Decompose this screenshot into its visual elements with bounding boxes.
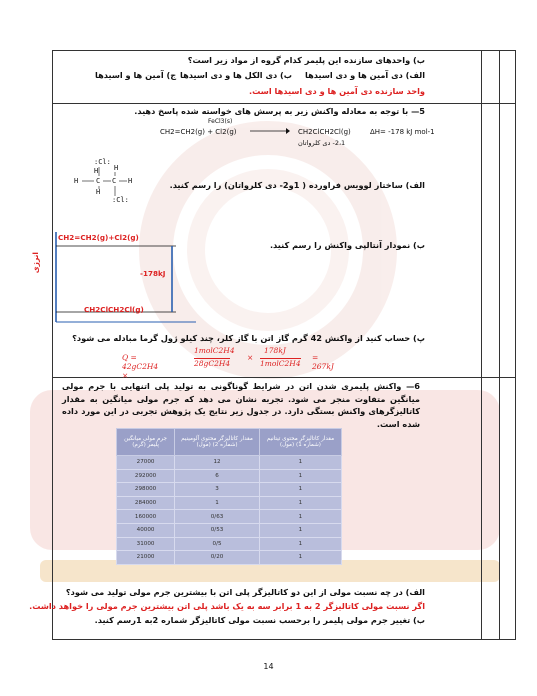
calc-f1-den: 28gC2H4 [194,359,231,368]
q5-part-c: پ) حساب کنید از واکنش 42 گرم گاز اتن با گاز کلر، چند کیلو ژول گرما مبادله می شود؟ [72,333,425,343]
table-header: مقدار کاتالیزگر محتوی تیتانیم (شماره 1) (مول) [259,429,341,456]
diagram-delta-label: -178kJ [140,269,166,278]
reaction-product: CH2ClCH2Cl(g) [298,128,351,136]
reaction-reactants: CH2=CH2(g) + Cl2(g) [160,128,237,136]
lewis-cl-top: :Cl: [94,158,111,166]
q4-option-c: ج) آمین ها و اسیدها [95,70,177,80]
diagram-bottom-label: CH2ClCH2Cl(g) [84,305,144,314]
table-header-row [117,429,342,456]
diagram-axis-label: انرژی [31,252,40,274]
table-cell: 0/53 [175,523,260,537]
lewis-c: C [96,177,101,185]
diagram-top-label: CH2=CH2(g)+Cl2(g) [58,233,139,242]
q5-part-a: الف) ساختار لوویس فراورده ( 1و2- دی کلرواتان) را رسم کنید. [169,180,425,190]
q4-option-b: ب) دی الکل ها و دی اسیدها [180,70,292,80]
table-row [117,496,342,510]
table-cell: 1 [259,456,341,470]
table-cell: 40000 [117,523,175,537]
q6-answer-a: اگر نسبت مولی کاتالیزگر 2 به 1 برابر سه به یک باشد پلی اتن بیشترین جرم مولی را خواهد داشت. [29,601,425,611]
table-cell: 1 [259,537,341,551]
lewis-h: H [96,188,101,196]
table-cell: 1 [175,496,260,510]
table-header: مقدار کاتالیزگر محتوی آلومینیم (شماره 2) (مول) [175,429,260,456]
table-cell: 1 [259,496,341,510]
calc-f1-num: 1molC2H4 [194,346,235,355]
q6-text: 6— واکنش پلیمری شدن اتن در شرایط گوناگونی به تولید پلی اتنهایی با جرم مولی میانگین متفاوت منجر می شود. تجربه نشان می دهد که جرم مولی میانگین به مقدار کاتالیزگرهای واکنش بستگی دارد. در جدول زیر نتایج یک پژوهش تجربی در این مورد داده شده است. [62,381,420,429]
table-row [117,469,342,483]
table-row [117,483,342,497]
q6-number: 6 [414,381,420,391]
table-cell: 284000 [117,496,175,510]
table-divider [481,51,482,639]
table-row [117,456,342,470]
table-cell: 292000 [117,469,175,483]
table-cell: 160000 [117,510,175,524]
calc-lhs: Q = 42gC2H4 × [122,353,159,380]
lewis-h: H [74,177,79,185]
lewis-h: H [94,167,99,175]
q6-part-a: الف) در چه نسبت مولی از این دو کاتالیزگر پلی اتن با بیشترین جرم مولی تولید می شود؟ [65,587,425,597]
table-divider [499,51,500,639]
table-cell: 1 [259,469,341,483]
catalyst-table [116,428,342,565]
q4-part-b-question: ب) واحدهای سازنده این پلیمر کدام گروه از مواد زیر است؟ [187,55,425,65]
q4-option-a: الف) دی آمین ها و دی اسیدها [305,70,425,80]
table-cell: 0/5 [175,537,260,551]
table-cell: 27000 [117,456,175,470]
row-divider [53,103,515,104]
q6-part-b: ب) تغییر جرم مولی پلیمر را برحسب نسبت مولی کاتالیزگر شماره 2به 1رسم کنید. [94,615,425,625]
table-cell: 1 [259,551,341,565]
page-number: 14 [263,662,274,671]
table-cell: 21000 [117,551,175,565]
table-cell: 1 [259,523,341,537]
table-row [117,523,342,537]
q5-intro: 5— با توجه به معادله واکنش زیر به پرسش های خواسته شده پاسخ دهید. [134,106,425,116]
calc-f2-num: 178kJ [264,346,286,355]
table-cell: 12 [175,456,260,470]
lewis-bonds [74,158,138,210]
lewis-structure [74,158,138,210]
table-cell: 6 [175,469,260,483]
table-cell: 298000 [117,483,175,497]
table-cell: 3 [175,483,260,497]
table-header: جرم مولی میانگین پلیمر (گرم) [117,429,175,456]
lewis-h: H [114,164,119,172]
lewis-c: C [112,177,117,185]
table-cell: 0/63 [175,510,260,524]
product-name: 2،1- دی کلرواتان [298,139,346,147]
reaction-enthalpy: ΔH= -178 kJ mol-1 [370,128,435,136]
calc-result: = 267kJ [312,353,334,371]
table-cell: 31000 [117,537,175,551]
table-row [117,510,342,524]
worksheet-page: ب) واحدهای سازنده این پلیمر کدام گروه از مواد زیر است؟ الف) دی آمین ها و دی اسیدها ب) دی الکل ها و دی اسیدها ج) آمین ها و اسیدها واحد سازنده دی آمین ها و دی اسیدها است. 5— با توجه به معادله واکنش زیر به پرسش های خواسته شده پاسخ دهید. FeCl3(s) CH2=CH2(g) + Cl2(g) CH2ClCH2Cl(g) ΔH= -178 kJ mol-1 2،1- دی کلرواتان الف) ساختار لوویس فراورده ( 1و2- دی کلرواتان) را رسم کنید. :Cl: H H H C C H H :Cl: ب) نمودار آنتالپی واکنش را رسم کنید. CH2=CH2(g)+Cl2(g) -178kJ CH2ClCH2Cl(g) انرژی پ) حساب کنید از واکنش 42 گرم گاز اتن با گاز کلر، چند کیلو ژول گرما مبادله می شود؟ Q = 42gC2H4 × 1molC2H4 28gC2H4 × 178kJ 1molC2H4 = 267kJ 6— واکنش پلیمری شدن اتن در شرایط گوناگونی به تولید پلی اتنهایی با جرم مولی میانگین متفاوت منجر می شود. تجربه نشان می دهد که جرم مولی میانگین به مقدار کاتالیزگرهای واکنش بستگی دارد. در جدول زیر نتایج یک پژوهش تجربی در این مورد داده شده است. مقدار کاتالیزگر محتوی تیتانیم (شماره 1) (مول) مقدار کاتالیزگر محتوی آلومینیم (شماره 2) (مول) جرم مولی میانگین پلیمر (گرم) 1 12 27000 1 6 292000 1 3 298000 1 1 284000 1 0/63 160000 1 0/53 40000 1 0/5 31000 1 0/20 21000 الف) در چه نسبت مولی از این دو کاتالیزگر پلی اتن با بیشترین جرم مولی تولید می شود؟ اگر نسبت مولی کاتالیزگر 2 به 1 برابر سه به یک باشد پلی اتن بیشترین جرم مولی را خواهد داشت. ب) تغییر جرم مولی پلیمر را برحسب نسبت مولی کاتالیزگر شماره 2به 1رسم کنید. 14 [0,0,537,696]
reaction-catalyst: FeCl3(s) [208,118,233,125]
table-row [117,551,342,565]
table-cell: 1 [259,483,341,497]
q5-number: 5 [419,106,425,116]
q4-answer: واحد سازنده دی آمین ها و دی اسیدها است. [249,86,425,96]
lewis-cl-bottom: :Cl: [112,196,129,204]
table-cell: 1 [259,510,341,524]
q5-part-b: ب) نمودار آنتالپی واکنش را رسم کنید. [269,240,425,250]
reaction-arrow-icon [250,127,290,135]
lewis-h: H [128,177,133,185]
calc-f2-den: 1molC2H4 [260,359,301,368]
table-cell: 0/20 [175,551,260,565]
table-row [117,537,342,551]
